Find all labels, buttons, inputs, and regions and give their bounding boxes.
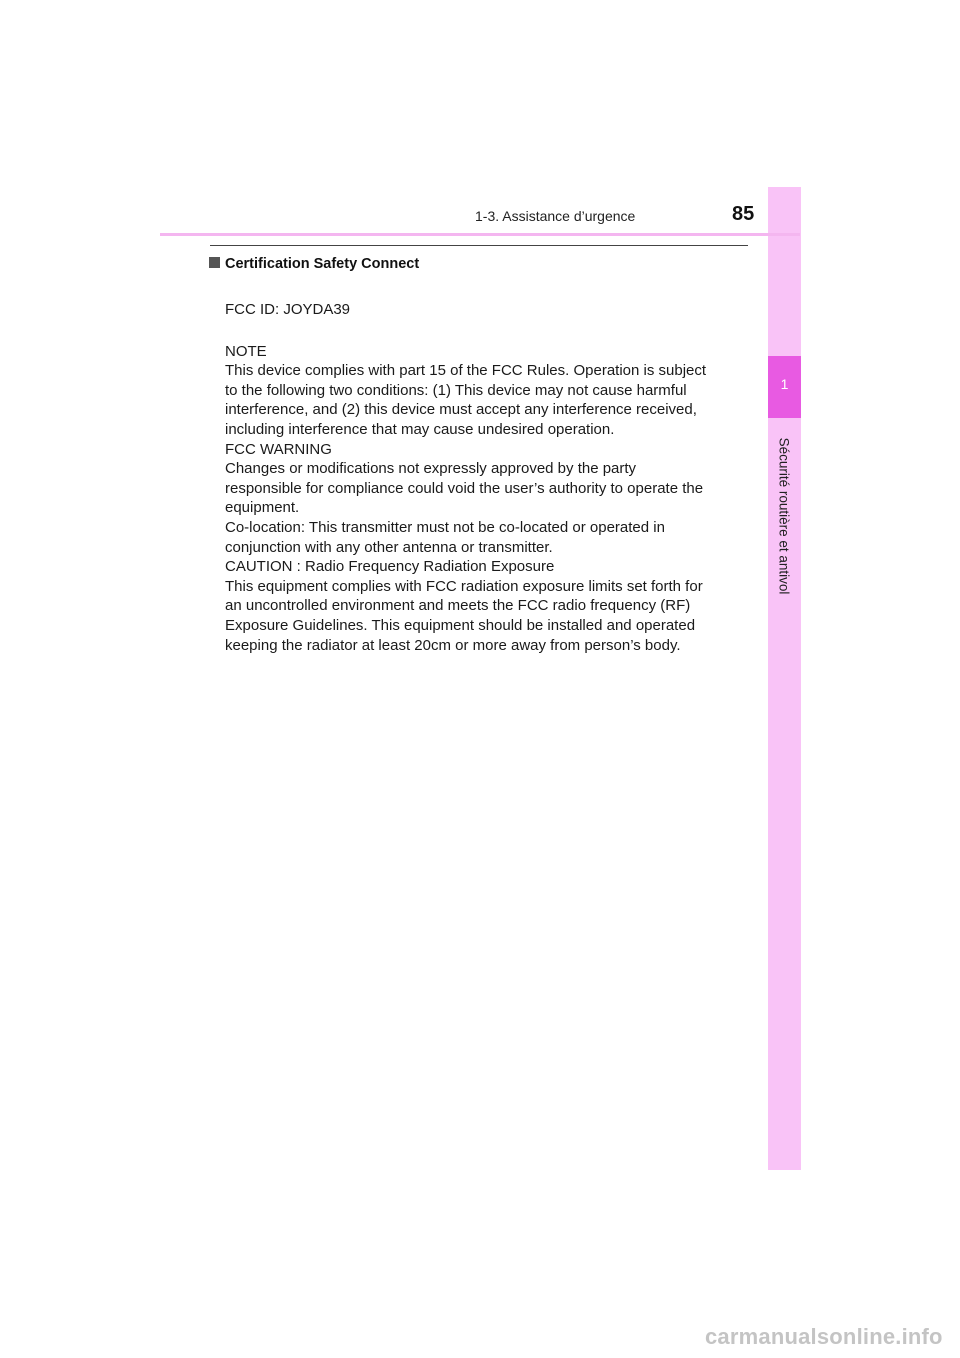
chapter-number: 1 xyxy=(780,376,789,392)
warning-line: responsible for compliance could void the user’s authority to operate the xyxy=(225,479,704,497)
warning-line: equipment. xyxy=(225,499,300,517)
header-rule xyxy=(160,233,800,236)
note-line: This device complies with part 15 of the FCC Rules. Operation is subject xyxy=(225,362,707,380)
warning-heading: FCC WARNING xyxy=(225,440,332,458)
spacer xyxy=(225,320,745,342)
note-line: including interference that may cause undesired operation. xyxy=(225,420,615,438)
section-heading xyxy=(209,256,419,272)
caution-line: Exposure Guidelines. This equipment should be installed and operated xyxy=(225,616,696,634)
watermark: carmanualsonline.info xyxy=(705,1324,943,1349)
page-number: 85 xyxy=(732,203,755,225)
note-heading: NOTE xyxy=(225,342,267,360)
caution-heading: CAUTION : Radio Frequency Radiation Exposure xyxy=(225,558,555,576)
fcc-certification-block xyxy=(225,300,745,655)
warning-line: Changes or modifications not expressly approved by the party xyxy=(225,460,637,478)
caution-line: keeping the radiator at least 20cm or more away from person’s body. xyxy=(225,636,681,654)
chapter-side-tab xyxy=(768,187,801,1170)
section-heading-text: Certification Safety Connect xyxy=(225,256,420,272)
section-divider xyxy=(210,245,748,246)
chapter-title: Sécurité routière et antivol xyxy=(776,437,792,595)
section-header-title: 1-3. Assistance d’urgence xyxy=(475,208,636,224)
caution-line: an uncontrolled environment and meets the FCC radio frequency (RF) xyxy=(225,597,691,615)
caution-line: This equipment complies with FCC radiation exposure limits set forth for xyxy=(225,577,703,595)
note-line: interference, and (2) this device must accept any interference received, xyxy=(225,401,697,419)
warning-line: Co-location: This transmitter must not be co-located or operated in xyxy=(225,518,665,536)
note-line: to the following two conditions: (1) This device may not cause harmful xyxy=(225,381,687,399)
fcc-id: FCC ID: JOYDA39 xyxy=(225,301,351,318)
warning-line: conjunction with any other antenna or transmitter. xyxy=(225,538,553,556)
square-bullet-icon xyxy=(209,257,220,268)
